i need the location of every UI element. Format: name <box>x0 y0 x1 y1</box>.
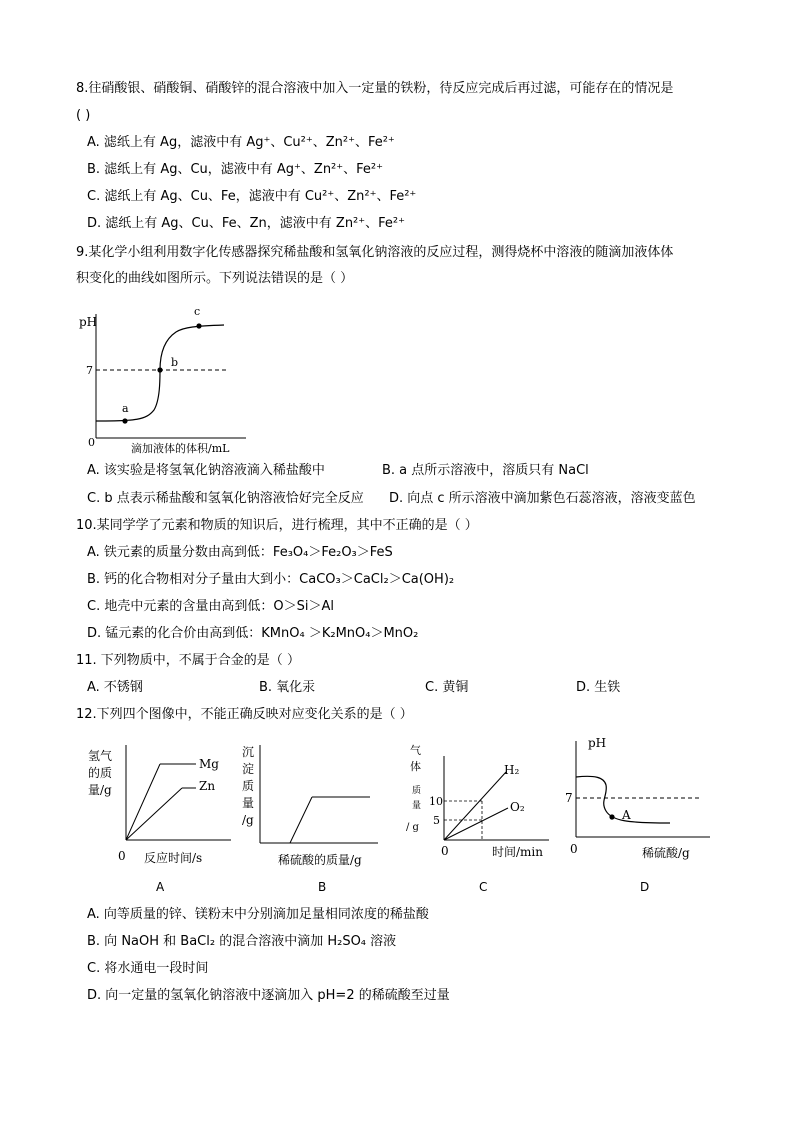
svg-text:量: 量 <box>412 801 422 811</box>
q9-origin-label: 0 <box>88 436 95 449</box>
q9-label-a: a <box>122 402 129 415</box>
q8-stem: 8.往硝酸银、硝酸铜、硝酸锌的混合溶液中加入一定量的铁粉，待反应完成后再过滤，可能存在的情况是 <box>76 81 674 96</box>
q12-caption-a: A <box>156 880 165 894</box>
q9-point-a <box>122 418 127 423</box>
svg-text:0: 0 <box>441 844 449 858</box>
q11-option-b: B. 氧化汞 <box>259 680 316 695</box>
q12a-mg-line <box>126 764 160 840</box>
q11-option-a: A. 不锈钢 <box>87 680 143 695</box>
q12-option-d: D. 向一定量的氢氧化钠溶液中逐滴加入 pH=2 的稀硫酸至过量 <box>87 988 450 1003</box>
q9-point-c <box>196 323 201 328</box>
q12d-point-a <box>609 814 614 819</box>
q12-option-a: A. 向等质量的锌、镁粉末中分别滴加足量相同浓度的稀盐酸 <box>87 907 429 922</box>
q10-option-d: D. 锰元素的化合价由高到低：KMnO₄ ＞K₂MnO₄＞MnO₂ <box>87 626 419 641</box>
q8-option-b: B. 滤纸上有 Ag、Cu，滤液中有 Ag⁺、Zn²⁺、Fe²⁺ <box>87 162 383 177</box>
q9-point-b <box>157 367 162 372</box>
svg-text:稀硫酸的质量/g: 稀硫酸的质量/g <box>278 853 362 867</box>
svg-text:/ g: / g <box>406 822 419 833</box>
svg-text:质: 质 <box>412 786 422 796</box>
q9-xlabel: 滴加液体的体积/mL <box>131 442 230 455</box>
q12c-o2-line <box>444 808 508 840</box>
svg-text:5: 5 <box>433 814 440 827</box>
q8-option-d: D. 滤纸上有 Ag、Cu、Fe、Zn，滤液中有 Zn²⁺、Fe²⁺ <box>87 216 405 231</box>
q9-ph-graph <box>76 300 256 460</box>
svg-text:量: 量 <box>242 796 255 810</box>
svg-text:7: 7 <box>565 791 573 805</box>
q12c-h2-line <box>444 772 506 840</box>
svg-text:沉: 沉 <box>242 745 255 759</box>
q9-option-d: D. 向点 c 所示溶液中滴加紫色石蕊溶液，溶液变蓝色 <box>389 491 696 506</box>
q11-option-d: D. 生铁 <box>576 680 621 695</box>
q12-graph-b <box>238 740 388 870</box>
q11-option-c: C. 黄铜 <box>425 680 469 695</box>
q9-ylabel: pH <box>79 315 98 329</box>
q8-paren: ( ) <box>76 108 91 123</box>
svg-text:10: 10 <box>429 795 443 808</box>
q12d-label-a: A <box>622 808 631 822</box>
svg-text:0: 0 <box>570 842 578 856</box>
q8-option-c: C. 滤纸上有 Ag、Cu、Fe，滤液中有 Cu²⁺、Zn²⁺、Fe²⁺ <box>87 189 417 204</box>
q12c-o2-label: O₂ <box>510 800 525 814</box>
q12b-precipitate-line <box>290 797 312 843</box>
q9-stem-line1: 9.某化学小组利用数字化传感器探究稀盐酸和氢氧化钠溶液的反应过程，测得烧杯中溶液的随滴加液体体 <box>76 245 674 260</box>
q12a-mg-label: Mg <box>199 757 219 771</box>
svg-text:质: 质 <box>242 779 255 793</box>
q9-option-b: B. a 点所示溶液中，溶质只有 NaCl <box>382 463 589 478</box>
svg-text:量/g: 量/g <box>88 783 112 797</box>
q12a-zn-label: Zn <box>199 779 216 793</box>
q10-stem: 10.某同学学了元素和物质的知识后，进行梳理，其中不正确的是（ ） <box>76 518 478 533</box>
q11-stem: 11. 下列物质中，不属于合金的是（ ） <box>76 653 300 668</box>
q8-option-a: A. 滤纸上有 Ag，滤液中有 Ag⁺、Cu²⁺、Zn²⁺、Fe²⁺ <box>87 135 395 150</box>
svg-text:/g: /g <box>242 813 254 827</box>
q9-option-c: C. b 点表示稀盐酸和氢氧化钠溶液恰好完全反应 <box>87 491 364 506</box>
q10-option-a: A. 铁元素的质量分数由高到低：Fe₃O₄＞Fe₂O₃＞FeS <box>87 545 393 560</box>
q12-graph-a <box>86 740 236 870</box>
svg-text:0: 0 <box>118 849 126 863</box>
svg-text:时间/min: 时间/min <box>492 845 543 859</box>
q9-label-c: c <box>194 305 201 318</box>
svg-text:的质: 的质 <box>88 766 113 780</box>
q10-option-c: C. 地壳中元素的含量由高到低：O＞Si＞Al <box>87 599 334 614</box>
svg-text:气: 气 <box>410 744 421 757</box>
q12a-zn-line <box>126 788 182 840</box>
q12-option-b: B. 向 NaOH 和 BaCl₂ 的混合溶液中滴加 H₂SO₄ 溶液 <box>87 934 397 949</box>
q9-stem-line2: 积变化的曲线如图所示。下列说法错误的是（ ） <box>76 271 354 286</box>
q9-option-a: A. 该实验是将氢氧化钠溶液滴入稀盐酸中 <box>87 463 325 478</box>
svg-text:反应时间/s: 反应时间/s <box>144 851 203 865</box>
q12-graph-d <box>560 735 720 870</box>
q9-y7-label: 7 <box>86 364 93 377</box>
svg-text:体: 体 <box>410 760 421 773</box>
q12-graph-c <box>404 740 554 870</box>
svg-text:淀: 淀 <box>242 762 255 776</box>
q12c-h2-label: H₂ <box>504 763 520 777</box>
q12-caption-c: C <box>479 880 488 894</box>
svg-text:氢气: 氢气 <box>88 749 113 763</box>
svg-text:稀硫酸/g: 稀硫酸/g <box>642 846 690 860</box>
svg-text:pH: pH <box>588 736 607 750</box>
q12-caption-d: D <box>640 880 650 894</box>
q9-titration-curve <box>96 325 224 421</box>
q12-stem: 12.下列四个图像中，不能正确反映对应变化关系的是（ ） <box>76 707 413 722</box>
q12-option-c: C. 将水通电一段时间 <box>87 961 209 976</box>
q12-caption-b: B <box>318 880 327 894</box>
q10-option-b: B. 钙的化合物相对分子量由大到小：CaCO₃＞CaCl₂＞Ca(OH)₂ <box>87 572 455 587</box>
q9-label-b: b <box>171 356 179 369</box>
